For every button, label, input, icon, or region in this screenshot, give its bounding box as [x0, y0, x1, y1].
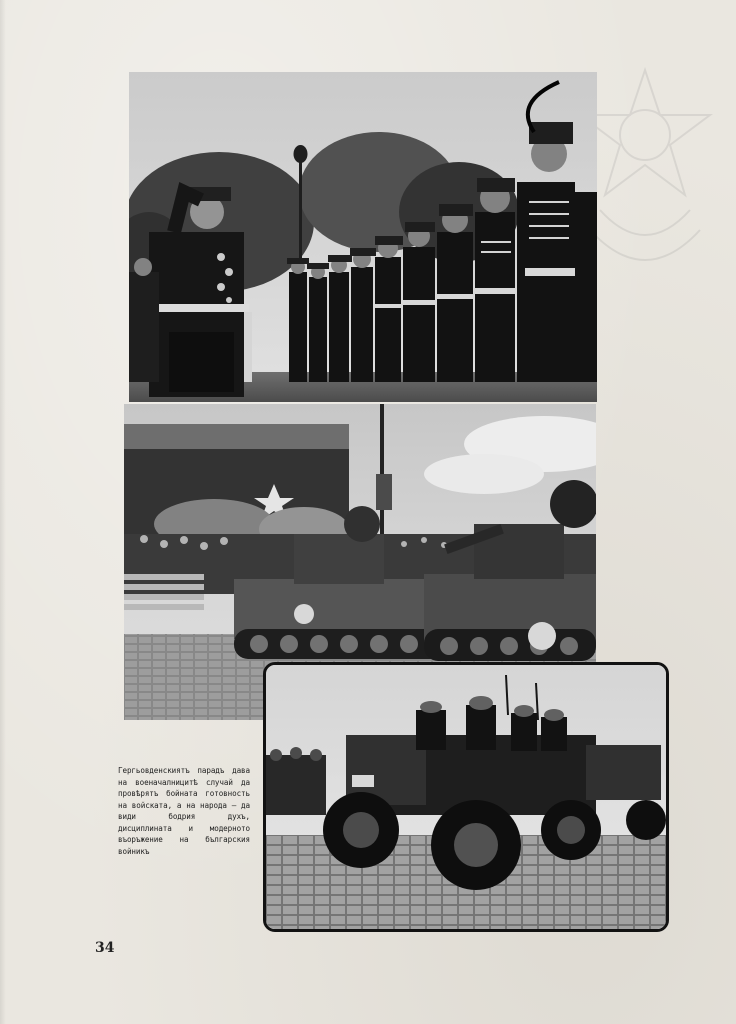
- page-number: 34: [95, 940, 115, 956]
- photo-officers-review: [129, 72, 597, 402]
- photo-artillery-tractor: [263, 662, 669, 932]
- photo-caption: Гергьовденскиятъ парадъ дава на военачалницитѣ случай да провѣрятъ бойната готовность на войската, а на народа — да види бодрия духъ, дисциплината и модерното въоръжение на българския войникъ: [118, 766, 250, 856]
- page-edge-shadow: [0, 0, 6, 1024]
